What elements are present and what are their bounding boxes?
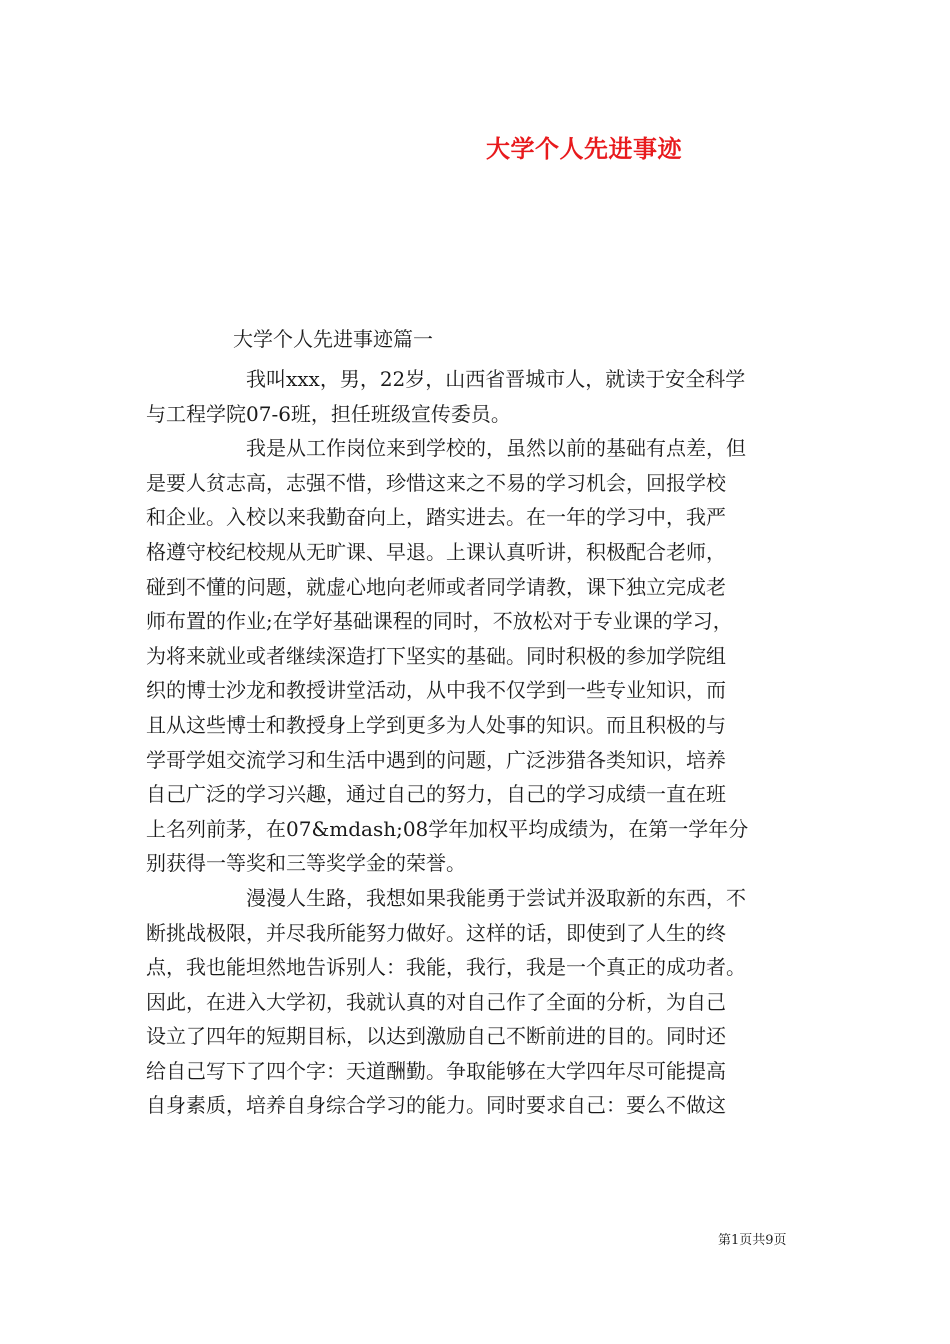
- body-text: [146, 362, 826, 1123]
- paragraph-line: 是要人贫志高，志强不惜，珍惜这来之不易的学习机会，回报学校: [146, 470, 726, 495]
- paragraph-line: 断挑战极限，并尽我所能努力做好。这样的话，即使到了人生的终: [146, 920, 726, 945]
- paragraph-line: 自己广泛的学习兴趣，通过自己的努力，自己的学习成绩一直在班: [146, 782, 726, 807]
- paragraph-line: 给自己写下了四个字：天道酬勤。争取能够在大学四年尽可能提高: [146, 1058, 726, 1083]
- paragraph-line: 点，我也能坦然地告诉别人：我能，我行，我是一个真正的成功者。: [146, 955, 746, 980]
- paragraph-line: 师布置的作业;在学好基础课程的同时，不放松对于专业课的学习，: [146, 609, 733, 634]
- paragraph-line: 与工程学院07-6班，担任班级宣传委员。: [146, 401, 511, 426]
- paragraph-line: 别获得一等奖和三等奖学金的荣誉。: [146, 851, 466, 876]
- paragraph-line: 我叫xxx，男，22岁，山西省晋城市人，就读于安全科学: [246, 367, 746, 391]
- section-heading: 大学个人先进事迹篇一: [233, 327, 433, 351]
- paragraph-line: 因此，在进入大学初，我就认真的对自己作了全面的分析，为自己: [146, 989, 726, 1014]
- paragraph-line: 织的博士沙龙和教授讲堂活动，从中我不仅学到一些专业知识，而: [146, 678, 726, 703]
- paragraph-line: 漫漫人生路，我想如果我能勇于尝试并汲取新的东西，不: [246, 885, 746, 910]
- paragraph-line: 为将来就业或者继续深造打下坚实的基础。同时积极的参加学院组: [146, 643, 726, 668]
- paragraph-line: 我是从工作岗位来到学校的，虽然以前的基础有点差，但: [246, 436, 746, 461]
- paragraph-line: 上名列前茅，在07&mdash;08学年加权平均成绩为，在第一学年分: [146, 816, 749, 841]
- page-number-footer: 第1页共9页: [718, 1233, 787, 1248]
- paragraph-line: 且从这些博士和教授身上学到更多为人处事的知识。而且积极的与: [146, 712, 726, 737]
- paragraph-line: 和企业。入校以来我勤奋向上，踏实进去。在一年的学习中，我严: [146, 505, 726, 530]
- paragraph-line: 设立了四年的短期目标，以达到激励自己不断前进的目的。同时还: [146, 1024, 726, 1049]
- paragraph-line: 格遵守校纪校规从无旷课、早退。上课认真听讲，积极配合老师，: [146, 539, 726, 564]
- document-title: 大学个人先进事迹: [486, 134, 682, 163]
- paragraph-line: 碰到不懂的问题，就虚心地向老师或者同学请教，课下独立完成老: [146, 574, 726, 599]
- paragraph-line: 自身素质，培养自身综合学习的能力。同时要求自己：要么不做这: [146, 1093, 726, 1118]
- paragraph-line: 学哥学姐交流学习和生活中遇到的问题，广泛涉猎各类知识，培养: [146, 747, 726, 772]
